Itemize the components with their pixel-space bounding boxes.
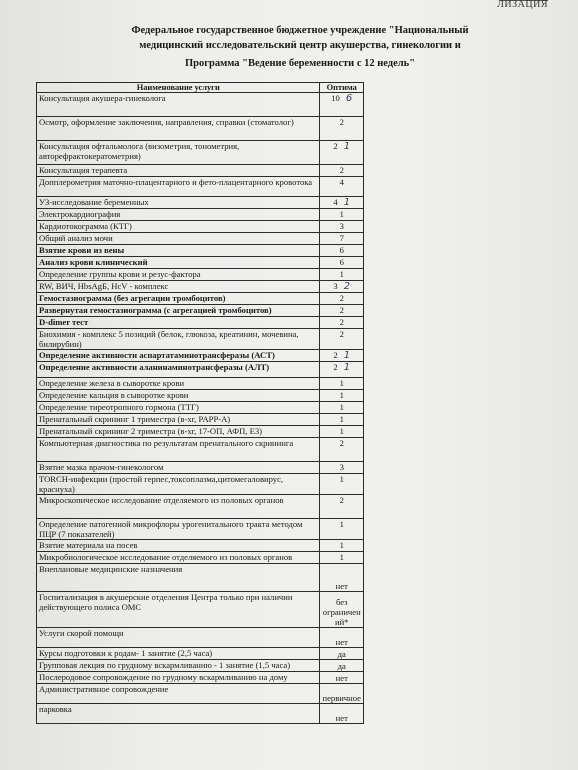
value-text: 2 <box>339 317 344 327</box>
value-text: да <box>337 661 346 671</box>
service-value <box>320 329 364 350</box>
table-row <box>37 438 364 462</box>
service-name: Определение патогенной микрофлоры урогенитального тракта методом ПЦР (7 показателей) <box>37 519 320 540</box>
service-name: RW, ВИЧ, HbsAgБ, HcV - комплекс <box>37 281 320 293</box>
table-row <box>37 350 364 362</box>
service-value <box>320 540 364 552</box>
table-row <box>37 414 364 426</box>
service-value <box>320 177 364 197</box>
service-name: Допплерометрия маточно-плацентарного и фето-плацентарного кровотока <box>37 177 320 197</box>
table-row <box>37 165 364 177</box>
value-text: нет <box>335 713 348 723</box>
value-text: 1 <box>339 378 344 388</box>
table-row <box>37 378 364 390</box>
handwritten-note: 6 <box>345 93 353 104</box>
value-text: 2 <box>339 329 344 339</box>
service-value <box>320 257 364 269</box>
table-row <box>37 462 364 474</box>
table-row <box>37 628 364 648</box>
service-name: Взятие мазка врачом-гинекологом <box>37 462 320 474</box>
table-row <box>37 257 364 269</box>
value-text: 6 <box>339 245 344 255</box>
service-name: Послеродовое сопровождение по грудному вскармливанию на дому <box>37 672 320 684</box>
service-value <box>320 564 364 592</box>
value-text: нет <box>335 673 348 683</box>
service-name: Определение тиреотропного гормона (ТТГ) <box>37 402 320 414</box>
service-value <box>320 350 364 362</box>
service-name: Административное сопровождение <box>37 684 320 704</box>
header-line-1: Федеральное государственное бюджетное учреждение "Национальный <box>131 25 469 36</box>
service-value <box>320 221 364 233</box>
value-text: 3 <box>333 281 338 291</box>
service-value <box>320 495 364 519</box>
service-value <box>320 209 364 221</box>
service-name: Компьютерная диагностика по результатам пренатального скрининга <box>37 438 320 462</box>
table-row <box>37 362 364 378</box>
value-text: без ограничен ий* <box>322 597 361 627</box>
service-name: Кардиотокограмма (КТГ) <box>37 221 320 233</box>
service-value <box>320 197 364 209</box>
value-text: да <box>337 649 346 659</box>
service-name: Определение железа в сыворотке крови <box>37 378 320 390</box>
handwritten-note: 2 <box>343 281 351 292</box>
table-row <box>37 197 364 209</box>
service-value <box>320 648 364 660</box>
table-row <box>37 540 364 552</box>
table-row <box>37 177 364 197</box>
service-value <box>320 414 364 426</box>
value-text: 1 <box>339 519 344 529</box>
value-text: 2 <box>339 495 344 505</box>
table-row <box>37 245 364 257</box>
service-name: Пренатальный скрининг 1 триместра (в-хг, PAPP-A) <box>37 414 320 426</box>
service-value <box>320 462 364 474</box>
value-text: нет <box>335 581 348 591</box>
value-text: 7 <box>339 233 344 243</box>
service-name: Определение кальция в сыворотке крови <box>37 390 320 402</box>
value-text: 2 <box>333 362 338 372</box>
service-name: Госпитализация в акушерские отделения Центра только при наличии действующего полиса ОМС <box>37 592 320 628</box>
value-text: 3 <box>339 221 344 231</box>
table-row <box>37 704 364 724</box>
table-row <box>37 402 364 414</box>
service-name: Микроскопическое исследование отделяемого из половых органов <box>37 495 320 519</box>
handwritten-note: 1 <box>343 350 351 361</box>
service-value <box>320 672 364 684</box>
service-name: Развернутая гемостазиограмма (с агрегацией тромбоцитов) <box>37 305 320 317</box>
table-row <box>37 305 364 317</box>
value-text: 1 <box>339 540 344 550</box>
service-value <box>320 165 364 177</box>
service-name: Взятие материала на посев <box>37 540 320 552</box>
col-header-value: Оптима <box>320 83 364 93</box>
table-row <box>37 564 364 592</box>
service-name: Консультация акушера-гинеколога <box>37 93 320 117</box>
table-row <box>37 141 364 165</box>
table-row <box>37 221 364 233</box>
service-name: Консультация офтальмолога (визометрия, тонометрия, авторефрактокератометрия) <box>37 141 320 165</box>
service-name: Групповая лекция по грудному вскармливанию - 1 занятие (1,5 часа) <box>37 660 320 672</box>
table-row <box>37 519 364 540</box>
service-name: Взятие крови из вены <box>37 245 320 257</box>
service-name: Определение активности аспартатаминотрансферазы (АСТ) <box>37 350 320 362</box>
table-row <box>37 495 364 519</box>
service-name: Анализ крови клинический <box>37 257 320 269</box>
value-text: 2 <box>333 141 338 151</box>
service-value <box>320 438 364 462</box>
col-header-name: Наименование услуги <box>37 83 320 93</box>
service-value <box>320 592 364 628</box>
service-name: Внеплановые медицинские назначения <box>37 564 320 592</box>
value-text: 2 <box>333 350 338 360</box>
service-value <box>320 93 364 117</box>
value-text: 2 <box>339 117 344 127</box>
table-row <box>37 117 364 141</box>
value-text: 1 <box>339 474 344 484</box>
corner-label: ЛИЗАЦИЯ <box>497 0 548 10</box>
service-value <box>320 317 364 329</box>
table-row <box>37 474 364 495</box>
service-value <box>320 233 364 245</box>
table-row <box>37 660 364 672</box>
service-name: Общий анализ мочи <box>37 233 320 245</box>
service-value <box>320 281 364 293</box>
table-row <box>37 293 364 305</box>
service-name: парковка <box>37 704 320 724</box>
value-text: 3 <box>339 462 344 472</box>
service-value <box>320 519 364 540</box>
handwritten-note: 1 <box>343 197 351 208</box>
service-value <box>320 362 364 378</box>
value-text: 1 <box>339 390 344 400</box>
table-row <box>37 390 364 402</box>
value-text: 6 <box>339 257 344 267</box>
service-value <box>320 552 364 564</box>
table-row <box>37 684 364 704</box>
table-row <box>37 209 364 221</box>
service-value <box>320 704 364 724</box>
service-value <box>320 117 364 141</box>
table-row <box>37 329 364 350</box>
service-name: УЗ-исследование беременных <box>37 197 320 209</box>
service-name: Электрокардиография <box>37 209 320 221</box>
table-row <box>37 233 364 245</box>
service-value <box>320 378 364 390</box>
service-name: Осмотр, оформление заключения, направления, справки (стоматолог) <box>37 117 320 141</box>
value-text: 1 <box>339 426 344 436</box>
service-value <box>320 628 364 648</box>
program-title: Программа "Ведение беременности с 12 недель" <box>184 58 416 69</box>
value-text: 4 <box>339 177 344 187</box>
value-text: 1 <box>339 552 344 562</box>
service-name: Определение активности аланинаминотрансферазы (АЛТ) <box>37 362 320 378</box>
table-row <box>37 93 364 117</box>
service-name: Биохимия - комплекс 5 позиций (белок, глюкоза, креатинин, мочевина, билирубин) <box>37 329 320 350</box>
value-text: 2 <box>339 293 344 303</box>
table-row <box>37 672 364 684</box>
value-text: 4 <box>333 197 338 207</box>
handwritten-note: 1 <box>343 141 351 152</box>
service-name: Гемостазиограмма (без агрегации тромбоцитов) <box>37 293 320 305</box>
value-text: 1 <box>339 414 344 424</box>
service-name: Консультация терапевта <box>37 165 320 177</box>
institution-header <box>40 23 560 53</box>
service-name: Услуги скорой помощи <box>37 628 320 648</box>
value-text: 2 <box>339 438 344 448</box>
value-text: 2 <box>339 165 344 175</box>
value-text: 2 <box>339 305 344 315</box>
service-name: TORCH-инфекции (простой герпес,токсоплазма,цитомегаловирус, краснуха) <box>37 474 320 495</box>
table-row <box>37 592 364 628</box>
service-value <box>320 660 364 672</box>
value-text: нет <box>335 637 348 647</box>
service-value <box>320 141 364 165</box>
service-name: Курсы подготовки к родам- 1 занятие (2,5 часа) <box>37 648 320 660</box>
service-name: D-dimer тест <box>37 317 320 329</box>
service-value <box>320 474 364 495</box>
service-value <box>320 684 364 704</box>
value-text: 10 <box>331 93 340 103</box>
table-row <box>37 552 364 564</box>
service-name: Определение группы крови и резус-фактора <box>37 269 320 281</box>
service-value <box>320 390 364 402</box>
service-value <box>320 305 364 317</box>
table-row <box>37 317 364 329</box>
service-name: Микробиологическое исследование отделяемого из половых органов <box>37 552 320 564</box>
service-value <box>320 402 364 414</box>
table-row <box>37 281 364 293</box>
service-value <box>320 426 364 438</box>
table-row <box>37 648 364 660</box>
service-value <box>320 269 364 281</box>
header-line-2: медицинский исследовательский центр акушерства, гинекологии и <box>139 40 461 51</box>
value-text: 1 <box>339 402 344 412</box>
table-header-row <box>37 83 364 93</box>
table-row <box>37 426 364 438</box>
handwritten-note: 1 <box>343 362 351 373</box>
value-text: первичное <box>322 693 361 703</box>
service-value <box>320 293 364 305</box>
service-value <box>320 245 364 257</box>
services-table <box>36 82 364 724</box>
table-row <box>37 269 364 281</box>
value-text: 1 <box>339 209 344 219</box>
value-text: 1 <box>339 269 344 279</box>
service-name: Пренатальный скрининг 2 триместра (в-хг, 17-ОП, АФП, Е3) <box>37 426 320 438</box>
